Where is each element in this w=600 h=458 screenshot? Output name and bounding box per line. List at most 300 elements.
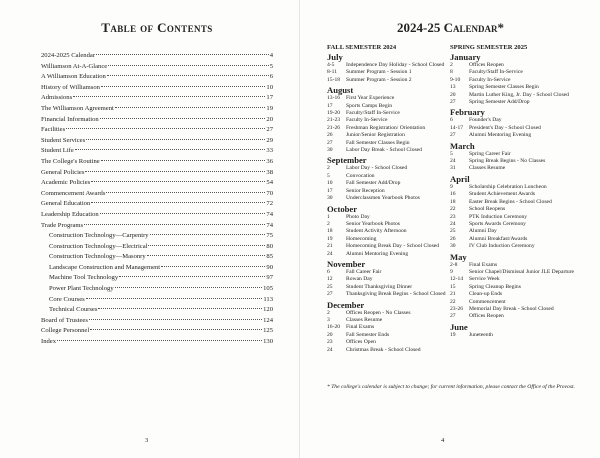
event-date: 15	[450, 283, 456, 290]
toc-leader-dots	[108, 65, 268, 66]
calendar-event	[450, 77, 580, 84]
event-description: Alumni Mentoring Evening	[469, 132, 532, 139]
page-gutter	[299, 0, 300, 458]
calendar-event	[327, 291, 457, 298]
calendar-event	[327, 180, 457, 187]
toc-entry	[41, 168, 273, 179]
event-description: Sports Camps Begin	[346, 102, 392, 109]
event-date: 25	[327, 283, 333, 290]
calendar-event	[450, 125, 580, 132]
event-date: 21-26	[327, 124, 341, 131]
event-date: 24	[450, 158, 456, 165]
toc-leader-dots	[85, 171, 265, 172]
calendar-event	[327, 125, 457, 132]
month-heading: December	[327, 299, 365, 310]
event-date: 2	[327, 309, 330, 316]
calendar-event	[450, 236, 580, 243]
calendar-event	[327, 214, 457, 221]
event-description: Spring Career Fair	[469, 150, 511, 157]
month-heading: June	[450, 321, 468, 332]
spring-semester-column	[450, 44, 580, 339]
toc-leader-dots	[86, 298, 263, 299]
toc-leader-dots	[86, 139, 265, 140]
toc-entry-label: Leadership Education	[41, 210, 99, 218]
toc-entry	[41, 93, 273, 104]
toc-entry-page: 4	[269, 52, 273, 59]
calendar-event	[450, 214, 580, 221]
toc-leader-dots	[115, 107, 266, 108]
toc-entry-page: 130	[263, 338, 273, 346]
calendar-event	[450, 84, 580, 91]
month-heading: October	[327, 203, 358, 214]
event-description: Homecoming Break Day - School Closed	[346, 243, 440, 250]
event-date: 26	[450, 235, 456, 242]
toc-entry-page: 124	[263, 316, 273, 324]
event-date: 2	[327, 165, 330, 172]
event-description: Commencement	[469, 298, 506, 305]
event-date: 23-26	[450, 305, 464, 312]
event-date: 31	[450, 165, 456, 172]
event-description: Offices Reopen	[469, 62, 504, 68]
event-date: 6	[450, 117, 453, 124]
event-date: 30	[327, 195, 333, 202]
toc-entry-label: Construction Technology—Electrical	[49, 242, 148, 250]
event-description: Service Week	[469, 276, 500, 283]
event-date: 5	[327, 172, 330, 179]
toc-entry-page: 80	[266, 242, 273, 250]
toc-entry-page: 85	[266, 253, 273, 261]
event-description: Clean-up Ends	[469, 291, 503, 298]
event-date: 14-17	[450, 124, 464, 131]
event-description: Spring Semester Add/Drop	[469, 99, 530, 106]
event-date: 2	[450, 62, 453, 68]
event-description: Offices Reopen - No Classes	[346, 309, 411, 316]
event-description: Scholarship Celebration Luncheon	[469, 183, 547, 190]
calendar-event	[327, 110, 457, 117]
event-date: 10	[327, 180, 333, 187]
calendar-event	[450, 158, 580, 165]
calendar-event	[327, 103, 457, 110]
event-description: Sports Awards Ceremony	[469, 220, 526, 227]
event-date: 19	[450, 331, 456, 338]
calendar-event	[327, 276, 457, 283]
calendar-event	[327, 269, 457, 276]
toc-entry-label: Student Life	[41, 147, 74, 155]
toc-entry-page: 38	[266, 168, 273, 176]
calendar-event	[327, 147, 457, 154]
event-date: 9	[450, 268, 453, 275]
event-description: School Reopens	[469, 206, 506, 213]
event-date: 15-18	[327, 76, 341, 83]
event-date: 24	[327, 250, 333, 257]
event-description: Faculty/Staff In-Service	[346, 110, 400, 117]
event-description: Faculty In-Service	[346, 117, 388, 124]
toc-leader-dots	[57, 340, 262, 341]
event-date: 27	[327, 139, 333, 146]
calendar-event	[450, 191, 580, 198]
toc-entry-page: 97	[266, 274, 273, 282]
event-date: 22	[450, 206, 456, 213]
event-description: Founder's Day	[469, 117, 502, 124]
event-description: Martin Luther King, Jr. Day - School Closed	[469, 91, 569, 98]
event-date: 19	[327, 235, 333, 242]
toc-entry-page: 54	[266, 179, 273, 187]
toc-entry	[41, 284, 273, 295]
toc-entry-label: Student Services	[41, 136, 86, 144]
calendar-event	[450, 69, 580, 76]
month-heading: August	[327, 85, 354, 96]
event-description: Faculty In-Service	[469, 76, 511, 83]
event-description: IV Club Induction Ceremony	[469, 243, 535, 250]
event-description: Easter Break Begins - School Closed	[469, 198, 552, 205]
event-date: 13-16	[327, 95, 341, 102]
toc-entry-label: Landscape Construction and Management	[49, 263, 161, 271]
event-date: 16	[450, 191, 456, 198]
event-date: 26	[327, 132, 333, 139]
toc-entry-label: Academic Policies	[41, 179, 91, 187]
event-date: 6	[327, 268, 330, 275]
right-page-number: 4	[441, 437, 445, 444]
calendar-event	[327, 62, 457, 69]
toc-entry-label: Admissions	[41, 94, 73, 102]
event-date: 20	[450, 91, 456, 98]
event-description: Homecoming	[346, 235, 377, 242]
event-description: Memorial Day Break - School Closed	[469, 305, 554, 312]
event-description: Labor Day - School Closed	[346, 165, 408, 172]
month-heading: September	[327, 155, 367, 166]
toc-entry-label: Commencement Awards	[41, 189, 106, 197]
calendar-event	[450, 276, 580, 283]
event-description: Summer Program - Session 2	[346, 76, 412, 83]
toc-entry	[41, 178, 273, 189]
toc-leader-dots	[148, 245, 265, 246]
month-heading: November	[327, 258, 366, 269]
event-description: PTK Induction Ceremony	[469, 213, 528, 220]
calendar-event	[327, 77, 457, 84]
event-description: Offices Reopen	[469, 313, 504, 320]
toc-leader-dots	[91, 202, 265, 203]
month-heading: January	[450, 52, 481, 62]
calendar-event	[327, 195, 457, 202]
event-date: 21	[450, 291, 456, 298]
event-description: Fall Career Fair	[346, 268, 382, 275]
toc-entry	[41, 146, 273, 157]
toc-entry-page: 10	[266, 83, 273, 91]
toc-leader-dots	[100, 118, 266, 119]
calendar-event	[327, 236, 457, 243]
calendar-event	[327, 132, 457, 139]
calendar-event	[450, 291, 580, 298]
event-description: Photo Day	[346, 213, 370, 220]
calendar-event	[450, 117, 580, 124]
event-date: 16-20	[327, 324, 341, 331]
calendar-event	[450, 99, 580, 106]
toc-entry-label: The Williamson Agreement	[41, 104, 114, 112]
toc-entry-page: 27	[266, 126, 273, 134]
toc-entry-page: 113	[263, 295, 273, 303]
calendar-event	[450, 228, 580, 235]
event-date: 21	[327, 243, 333, 250]
event-description: Classes Resume	[469, 165, 506, 172]
event-description: Faculty/Staff In-Service	[469, 69, 523, 76]
calendar-event	[327, 95, 457, 102]
calendar-footnote: * The college's calendar is subject to change; for current information, please contact the Office of the Provost.	[327, 384, 575, 390]
month-heading: July	[327, 52, 343, 62]
toc-entry-label: Facilities	[41, 126, 66, 134]
calendar-event	[450, 313, 580, 320]
toc-entry-label: Board of Trustees	[41, 316, 88, 324]
toc-entry-label: 2024-2025 Calendar	[41, 52, 96, 59]
toc-entry	[41, 273, 273, 284]
calendar-event	[450, 243, 580, 250]
toc-entry-page: 29	[266, 136, 273, 144]
event-date: 4-5	[327, 62, 335, 68]
event-description: Freshman Registration/ Orientation	[346, 124, 426, 131]
toc-entry-label: The College's Routine	[41, 157, 100, 165]
event-description: Independence Day Holiday - School Closed	[346, 62, 445, 68]
event-date: 27	[327, 291, 333, 298]
event-date: 5	[450, 150, 453, 157]
toc-entry-label: Construction Technology—Carpentry	[49, 232, 149, 240]
toc-entry	[41, 242, 273, 253]
event-date: 22	[450, 298, 456, 305]
toc-entry-label: Core Courses	[49, 295, 85, 303]
calendar-event	[327, 317, 457, 324]
calendar-event	[450, 151, 580, 158]
toc-entry-label: Machine Tool Technology	[49, 274, 119, 282]
toc-entry	[41, 231, 273, 242]
event-description: Student Achievement Awards	[469, 191, 535, 198]
calendar-event	[450, 221, 580, 228]
event-date: 12	[327, 276, 333, 283]
toc-entry-page: 105	[263, 285, 273, 293]
toc-entry	[41, 199, 273, 210]
calendar-event	[450, 284, 580, 291]
toc-entry-page: 74	[266, 210, 273, 218]
event-description: Christmas Break - School Closed	[346, 346, 421, 353]
event-date: 2-8	[450, 261, 458, 268]
toc-entry	[41, 252, 273, 263]
toc-leader-dots	[119, 276, 265, 277]
calendar-event	[327, 165, 457, 172]
event-description: Convocation	[346, 172, 375, 179]
toc-entry-page: 90	[266, 263, 273, 271]
spring-months	[450, 52, 580, 339]
calendar-event	[327, 243, 457, 250]
calendar-event	[327, 251, 457, 258]
calendar-event	[327, 284, 457, 291]
toc-entry-label: Construction Technology—Masonry	[49, 253, 146, 261]
toc-entry-page: 19	[266, 104, 273, 112]
toc-entry-label: Trade Programs	[41, 221, 84, 229]
toc-leader-dots	[115, 287, 262, 288]
event-date: 30	[327, 147, 333, 154]
toc-leader-dots	[150, 234, 266, 235]
calendar-event	[450, 132, 580, 139]
event-description: Spring Semester Classes Begin	[469, 84, 539, 91]
event-date: 27	[450, 313, 456, 320]
event-description: Labor Day Break - School Closed	[346, 147, 422, 154]
fall-semester-column	[327, 44, 457, 354]
event-description: Spring Break Begins - No Classes	[469, 158, 546, 165]
event-date: 18	[327, 228, 333, 235]
toc-entry	[41, 62, 273, 73]
calendar-event	[327, 228, 457, 235]
toc-leader-dots	[161, 266, 265, 267]
toc-entry-page: 36	[266, 157, 273, 165]
event-description: Final Exams	[469, 261, 498, 268]
toc-leader-dots	[101, 160, 266, 161]
toc-leader-dots	[84, 224, 265, 225]
event-description: Alumni Mentoring Evening	[346, 250, 409, 257]
toc-entry-label: General Education	[41, 200, 91, 208]
toc-entry-label: History of Williamson	[41, 83, 100, 91]
toc-leader-dots	[89, 319, 262, 320]
toc-entry	[41, 72, 273, 83]
calendar-title: 2024-25 Calendar*	[397, 20, 504, 35]
event-date: 17	[327, 187, 333, 194]
toc-entry	[41, 83, 273, 94]
event-date: 27	[450, 99, 456, 106]
event-date: 20	[327, 331, 333, 338]
toc-entry	[41, 305, 273, 316]
toc-entry	[41, 263, 273, 274]
month-heading: April	[450, 173, 470, 184]
toc-leader-dots	[147, 255, 266, 256]
event-description: Summer Program - Session 1	[346, 69, 412, 76]
event-description: Final Exams	[346, 324, 375, 331]
left-page-number: 3	[145, 437, 149, 444]
event-date: 19-20	[327, 110, 341, 117]
toc-entry	[41, 104, 273, 115]
toc-entry-page: 125	[263, 327, 273, 335]
toc-entry-page: 20	[266, 115, 273, 123]
calendar-event	[450, 206, 580, 213]
calendar-event	[450, 269, 580, 276]
calendar-event	[327, 188, 457, 195]
toc-leader-dots	[101, 86, 265, 87]
event-date: 23	[327, 339, 333, 346]
event-description: Senior Reception	[346, 187, 385, 194]
event-date: 2	[327, 220, 330, 227]
toc-entry	[41, 136, 273, 147]
toc-entry-label: College Personnel	[41, 327, 90, 335]
event-date: 8-11	[327, 69, 338, 76]
calendar-event	[450, 262, 580, 269]
toc-entry	[41, 51, 273, 62]
event-description: Thanksgiving Break Begins - School Closed	[346, 291, 446, 298]
event-description: Alumni Breakfast/Awards	[469, 235, 528, 242]
calendar-event	[450, 199, 580, 206]
spring-semester-title: SPRING SEMESTER 2025	[450, 44, 528, 51]
event-date: 9-10	[450, 76, 461, 83]
toc-leader-dots	[66, 128, 265, 129]
fall-months	[327, 52, 457, 354]
toc-entry-page: 74	[266, 221, 273, 229]
toc-entry-label: Financial Information	[41, 115, 99, 123]
event-description: Senior Yearbook Photos	[346, 220, 400, 227]
toc-entry	[41, 157, 273, 168]
toc-leader-dots	[75, 149, 266, 150]
toc-entry-label: Index	[41, 338, 57, 346]
calendar-event	[327, 339, 457, 346]
event-date: 9	[450, 183, 453, 190]
event-description: Classes Resume	[346, 316, 383, 323]
toc-entry	[41, 115, 273, 126]
event-description: Student Thanksgiving Dinner	[346, 283, 413, 290]
toc-leader-dots	[98, 308, 262, 309]
event-description: Fall Semester Add/Drop	[346, 180, 401, 187]
toc-entry-page: 75	[266, 232, 273, 240]
toc-entry-label: Williamson At-A-Glance	[41, 62, 108, 70]
toc-leader-dots	[91, 181, 265, 182]
toc-entry-page: 120	[263, 306, 273, 314]
event-date: 17	[327, 102, 333, 109]
calendar-event	[450, 299, 580, 306]
calendar-event	[450, 165, 580, 172]
toc-entry-label: Technical Courses	[49, 306, 98, 314]
calendar-event	[450, 92, 580, 99]
fall-semester-title: FALL SEMESTER 2024	[327, 44, 397, 51]
event-description: Offices Open	[346, 339, 376, 346]
toc-leader-dots	[107, 75, 269, 76]
month-heading: March	[450, 140, 475, 151]
event-date: 23	[450, 213, 456, 220]
event-date: 30	[450, 243, 456, 250]
toc-entry	[41, 295, 273, 306]
toc-entry-page: 33	[266, 147, 273, 155]
left-page	[41, 20, 273, 348]
calendar-event	[327, 324, 457, 331]
toc-leader-dots	[73, 96, 265, 97]
event-description: First Year Experience	[346, 95, 395, 102]
event-date: 27	[450, 132, 456, 139]
toc-entry-page: 5	[269, 62, 273, 70]
toc-entry	[41, 326, 273, 337]
toc-list	[41, 51, 273, 348]
event-date: 12-14	[450, 276, 464, 283]
toc-entry	[41, 189, 273, 200]
event-date: 18	[450, 198, 456, 205]
event-description: Spring Cleanup Begins	[469, 283, 521, 290]
event-description: Senior Chapel/Dismissal Junior JLE Departure	[469, 268, 575, 275]
toc-entry	[41, 221, 273, 232]
toc-leader-dots	[100, 213, 266, 214]
event-date: 25	[450, 228, 456, 235]
event-description: Fall Semester Classes Begin	[346, 139, 410, 146]
toc-leader-dots	[90, 329, 262, 330]
calendar-event	[327, 347, 457, 354]
calendar-event	[327, 310, 457, 317]
calendar-event	[327, 173, 457, 180]
event-description: Fall Semester Ends	[346, 331, 390, 338]
event-date: 1	[327, 213, 330, 220]
calendar-event	[327, 140, 457, 147]
toc-entry-page: 6	[269, 73, 273, 81]
toc-entry	[41, 337, 273, 348]
calendar-event	[450, 332, 580, 339]
month-heading: February	[450, 107, 485, 118]
toc-entry-label: Power Plant Technology	[49, 285, 114, 293]
event-description: Rowan Day	[346, 276, 373, 283]
event-date: 24	[450, 220, 456, 227]
event-description: President's Day - School Closed	[469, 124, 541, 131]
event-description: Junior/Senior Registration	[346, 132, 405, 139]
calendar-event	[327, 69, 457, 76]
event-description: Alumni Day	[469, 228, 497, 235]
event-date: 3	[327, 316, 330, 323]
event-description: Juneteenth	[469, 331, 493, 338]
